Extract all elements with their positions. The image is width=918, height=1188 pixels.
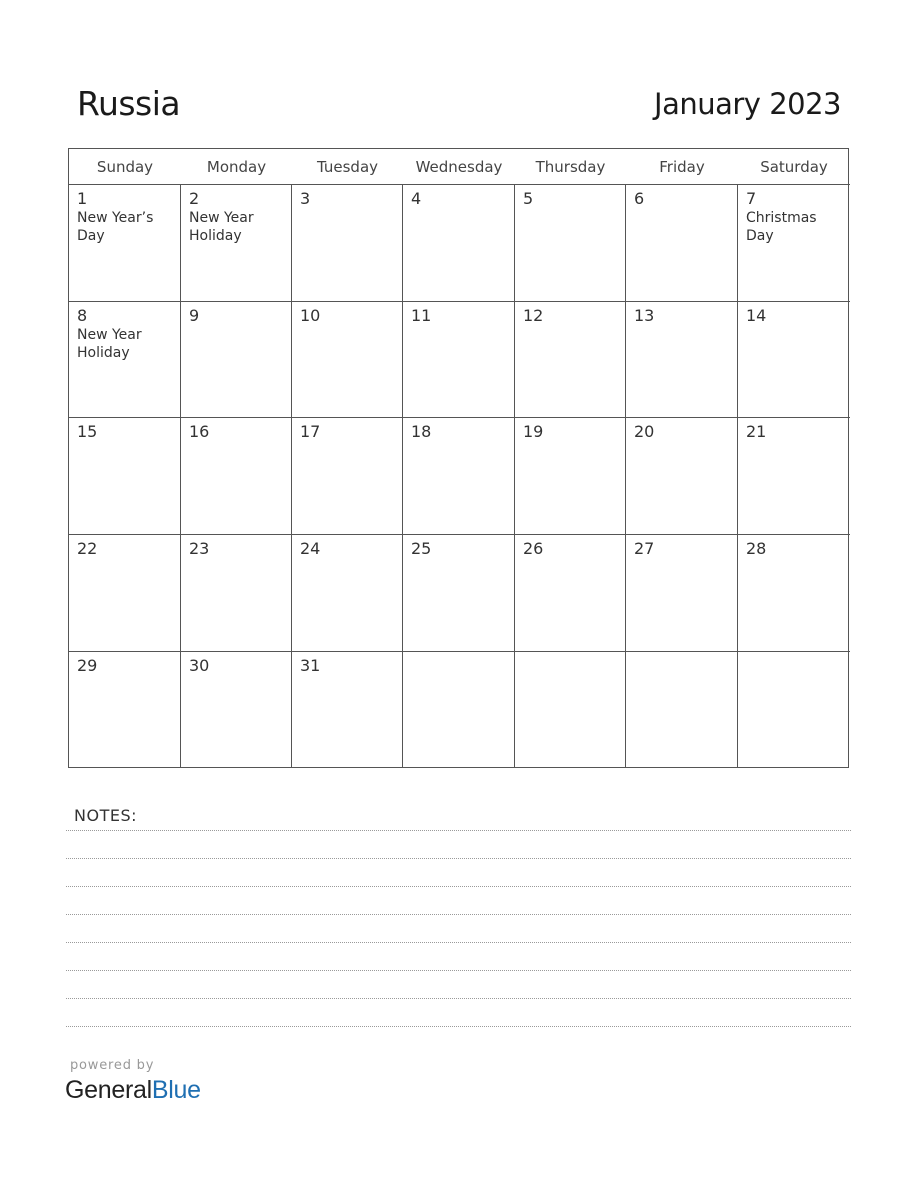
calendar-day-cell	[515, 185, 626, 302]
weekday-header-thursday: Thursday	[515, 149, 626, 185]
day-number: 29	[77, 656, 98, 675]
calendar-day-cell	[626, 652, 738, 768]
day-number: 21	[746, 422, 767, 441]
day-number: 4	[411, 189, 422, 208]
day-number: 3	[300, 189, 311, 208]
day-number: 9	[189, 306, 200, 325]
calendar-day-cell	[738, 418, 850, 535]
day-number: 20	[634, 422, 655, 441]
day-number: 24	[300, 539, 321, 558]
day-number: 2	[189, 189, 200, 208]
calendar-grid	[68, 148, 849, 768]
day-number: 16	[189, 422, 210, 441]
brand-general-text: General	[65, 1076, 152, 1104]
country-title: Russia	[77, 84, 181, 123]
day-number: 26	[523, 539, 544, 558]
calendar-day-cell	[626, 535, 738, 652]
notes-line	[66, 858, 851, 859]
day-number: 19	[523, 422, 544, 441]
calendar-day-cell	[738, 652, 850, 768]
day-number: 13	[634, 306, 655, 325]
calendar-day-cell	[626, 185, 738, 302]
holiday-label: Christmas Day	[746, 210, 817, 244]
calendar-day-cell	[403, 302, 515, 418]
month-year-title: January 2023	[654, 87, 841, 121]
weekday-header-sunday: Sunday	[69, 149, 181, 185]
day-number: 11	[411, 306, 432, 325]
weekday-header-friday: Friday	[626, 149, 738, 185]
notes-line	[66, 970, 851, 971]
calendar-day-cell	[181, 302, 292, 418]
calendar-day-cell	[292, 652, 403, 768]
day-number: 18	[411, 422, 432, 441]
calendar-day-cell	[515, 652, 626, 768]
calendar-day-cell	[626, 302, 738, 418]
calendar-day-cell	[738, 185, 850, 302]
calendar-day-cell	[515, 418, 626, 535]
brand-blue-text: Blue	[151, 1076, 201, 1104]
day-number: 27	[634, 539, 655, 558]
calendar-day-cell	[292, 535, 403, 652]
calendar-day-cell	[69, 535, 181, 652]
calendar-day-cell	[181, 418, 292, 535]
calendar-day-cell	[292, 302, 403, 418]
calendar-day-cell	[738, 535, 850, 652]
calendar-day-cell	[403, 418, 515, 535]
day-number: 5	[523, 189, 534, 208]
holiday-label: New Year Holiday	[189, 210, 254, 244]
calendar-day-cell	[515, 302, 626, 418]
notes-line	[66, 886, 851, 887]
calendar-day-cell	[292, 418, 403, 535]
day-number: 15	[77, 422, 98, 441]
calendar-day-cell	[403, 652, 515, 768]
weekday-header-tuesday: Tuesday	[292, 149, 403, 185]
calendar-day-cell	[292, 185, 403, 302]
day-number: 25	[411, 539, 432, 558]
calendar-day-cell	[626, 418, 738, 535]
day-number: 23	[189, 539, 210, 558]
weekday-header-monday: Monday	[181, 149, 292, 185]
calendar-day-cell	[738, 302, 850, 418]
calendar-day-cell	[69, 652, 181, 768]
generalblue-logo[interactable]	[65, 1074, 201, 1106]
day-number: 22	[77, 539, 98, 558]
day-number: 28	[746, 539, 767, 558]
calendar-day-cell	[181, 535, 292, 652]
holiday-label: New Year Holiday	[77, 327, 142, 361]
day-number: 1	[77, 189, 88, 208]
notes-line	[66, 830, 851, 831]
day-number: 7	[746, 189, 757, 208]
calendar-day-cell	[515, 535, 626, 652]
calendar-day-cell	[69, 302, 181, 418]
notes-line	[66, 1026, 851, 1027]
calendar-day-cell	[403, 535, 515, 652]
powered-by-text: powered by	[70, 1058, 155, 1073]
day-number: 31	[300, 656, 321, 675]
calendar-day-cell	[403, 185, 515, 302]
notes-line	[66, 998, 851, 999]
day-number: 10	[300, 306, 321, 325]
calendar-day-cell	[69, 418, 181, 535]
notes-label: NOTES:	[74, 806, 137, 825]
day-number: 12	[523, 306, 544, 325]
day-number: 14	[746, 306, 767, 325]
calendar-day-cell	[181, 652, 292, 768]
day-number: 17	[300, 422, 321, 441]
calendar-day-cell	[69, 185, 181, 302]
day-number: 30	[189, 656, 210, 675]
notes-line	[66, 914, 851, 915]
notes-line	[66, 942, 851, 943]
day-number: 8	[77, 306, 88, 325]
weekday-header-saturday: Saturday	[738, 149, 850, 185]
weekday-header-wednesday: Wednesday	[403, 149, 515, 185]
day-number: 6	[634, 189, 645, 208]
holiday-label: New Year’s Day	[77, 210, 154, 244]
calendar-day-cell	[181, 185, 292, 302]
